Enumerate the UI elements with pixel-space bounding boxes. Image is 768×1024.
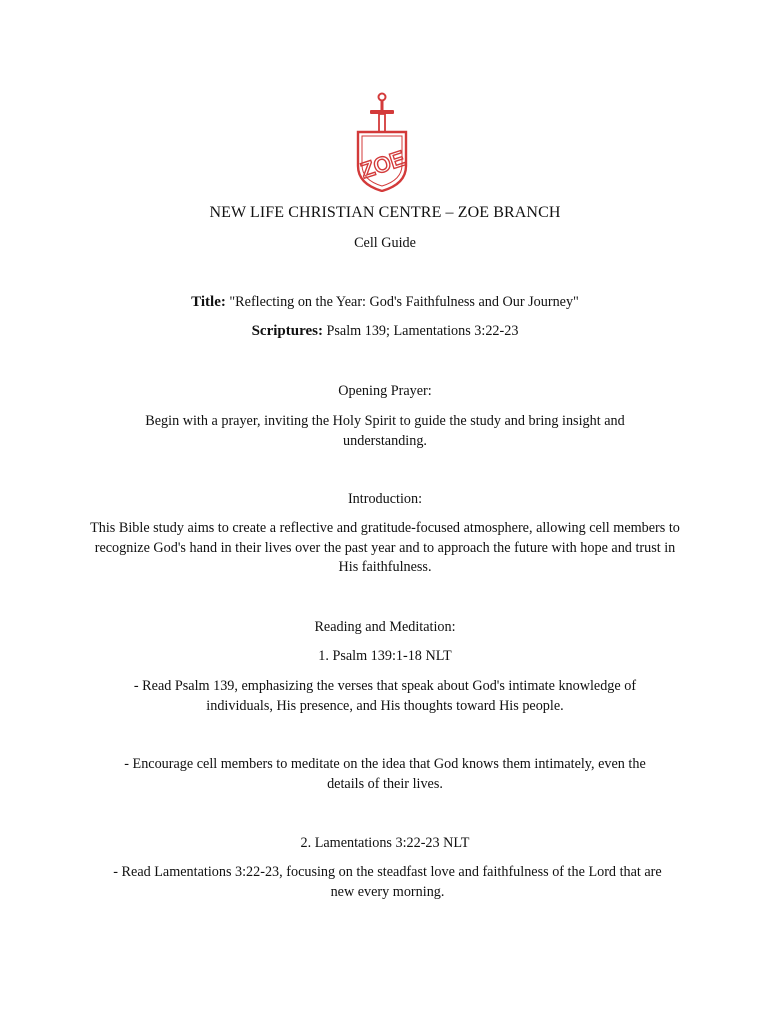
reading-item-1-point-2: - Encourage cell members to meditate on the idea that God knows them intimately, even the details of their lives. <box>124 756 646 792</box>
title-label: Title: <box>191 294 226 310</box>
reading-heading: Reading and Meditation: <box>314 619 456 635</box>
scriptures-label: Scriptures: <box>251 323 323 339</box>
opening-prayer-heading: Opening Prayer: <box>338 383 432 399</box>
sword-blade <box>379 114 385 132</box>
document-subtitle: Cell Guide <box>354 235 416 251</box>
study-title-line <box>90 293 680 313</box>
reading-item-1-title: 1. Psalm 139:1-18 NLT <box>318 648 452 664</box>
reading-item-1-point-1: - Read Psalm 139, emphasizing the verses that speak about God's intimate knowledge of individuals, His presence, and His thoughts toward His people. <box>133 678 637 714</box>
reading-item-2-title: 2. Lamentations 3:22-23 NLT <box>300 835 470 851</box>
introduction-heading: Introduction: <box>347 491 423 507</box>
logo-lettering: ZOE <box>357 145 409 184</box>
introduction-text: This Bible study aims to create a reflective and gratitude-focused atmosphere, allowing cell members to recognize God's hand in their lives over the past year and to approach the future with hope and trust in His faithfulness. <box>90 520 680 575</box>
opening-prayer-text: Begin with a prayer, inviting the Holy Spirit to guide the study and bring insight and understanding. <box>145 413 625 449</box>
sword-pommel <box>379 94 386 101</box>
organization-name: NEW LIFE CHRISTIAN CENTRE – ZOE BRANCH <box>209 204 561 221</box>
scriptures-line <box>90 322 680 342</box>
reading-item-2-point-1: - Read Lamentations 3:22-23, focusing on the steadfast love and faithfulness of the Lord that are new every morning. <box>113 864 662 900</box>
scriptures-value: Psalm 139; Lamentations 3:22-23 <box>326 323 519 339</box>
title-value: "Reflecting on the Year: God's Faithfulness and Our Journey" <box>229 294 579 310</box>
church-logo <box>352 92 412 192</box>
